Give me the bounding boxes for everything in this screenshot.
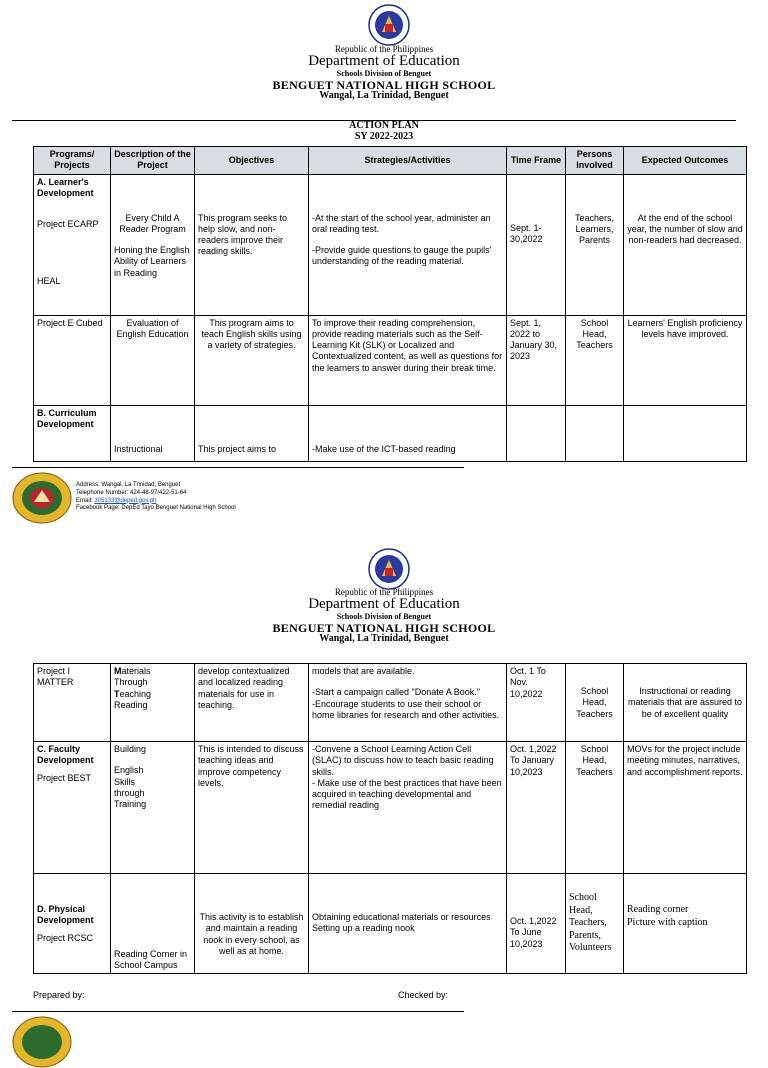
prepared-by-label: Prepared by: bbox=[33, 990, 85, 1000]
strategy-text: Obtaining educational materials or resources bbox=[312, 912, 491, 922]
objective-text: This program seeks to help slow, and non-readers improve their reading skills. bbox=[198, 212, 288, 257]
description-text: through bbox=[114, 787, 145, 798]
area-label: C. Faculty Development bbox=[37, 744, 94, 766]
table-row bbox=[34, 874, 747, 974]
republic-line: Republic of the Philippines bbox=[334, 587, 434, 597]
strategies-cell: To improve their reading comprehension, provide reading materials such as the Self-Learning Kit (SLK) or Localized and Contextualized content, as well as questions for the learners to answer during their break time. bbox=[309, 315, 507, 405]
strategy-text: -Encourage students to use their school or home libraries for research and other activities. bbox=[312, 698, 500, 720]
plan-title: ACTION PLAN bbox=[349, 120, 419, 131]
persons-text: School Head, Teachers bbox=[576, 686, 613, 719]
description-cell: Reading Corner in School Campus bbox=[111, 874, 195, 974]
description-text: Every Child A Reader Program bbox=[119, 212, 186, 234]
description-word bbox=[114, 700, 191, 711]
word-rest: Through bbox=[114, 677, 148, 688]
word-rest: Reading bbox=[114, 699, 148, 710]
strategy-text: - Make use of the best practices that have been acquired in teaching developmental and remedial reading bbox=[312, 777, 502, 811]
school-location: Wangal, La Trinidad, Benguet bbox=[319, 90, 449, 102]
col-header-time-frame: Time Frame bbox=[507, 147, 566, 175]
col-header-programs: Programs/ Projects bbox=[34, 147, 111, 175]
objectives-cell: develop contextualized and localized reading materials for use in teaching. bbox=[195, 664, 309, 742]
project-name: Project ECARP bbox=[37, 219, 99, 229]
deped-seal-icon bbox=[368, 4, 410, 46]
time-frame-cell bbox=[507, 874, 566, 974]
outcomes-cell bbox=[624, 874, 747, 974]
email-link[interactable]: 305133@deped.gov.ph bbox=[94, 497, 157, 504]
objective-text: This project aims to bbox=[198, 443, 277, 454]
footer-divider bbox=[12, 467, 464, 468]
outcomes-cell: MOVs for the project include meeting minutes, narratives, and accomplishment reports. bbox=[624, 742, 747, 874]
description-cell: Evaluation of English Education bbox=[111, 315, 195, 405]
footer-email-label: Email: bbox=[76, 497, 95, 504]
outcome-text: Picture with caption bbox=[627, 916, 708, 928]
checked-by-label: Checked by: bbox=[398, 990, 449, 1000]
time-frame-text: Oct. 1,2022 To June 10,2023 bbox=[510, 916, 557, 949]
persons-text: Teachers, Learners, Parents bbox=[574, 212, 615, 245]
outcome-text: At the end of the school year, the number of slow and non-readers had decreased. bbox=[627, 212, 743, 245]
plan-heading bbox=[0, 121, 768, 142]
objectives-cell: This is intended to discuss teaching ideas and improve competency levels. bbox=[195, 742, 309, 874]
description-text: Building bbox=[114, 744, 147, 754]
strategies-cell bbox=[309, 405, 507, 461]
deped-seal-icon bbox=[368, 548, 410, 590]
department-title: Department of Education bbox=[308, 596, 460, 613]
action-plan-table-page2 bbox=[33, 663, 747, 974]
table-row bbox=[34, 664, 747, 742]
department-title: Department of Education bbox=[308, 53, 460, 70]
persons-cell bbox=[566, 874, 624, 974]
persons-text: School Head, Teachers, Parents, Volunteers bbox=[569, 892, 612, 953]
outcome-text: Instructional or reading materials that are assured to be of excellent quality bbox=[627, 686, 743, 719]
programs-cell: Project E Cubed bbox=[34, 315, 111, 405]
objectives-cell bbox=[195, 405, 309, 461]
description-word bbox=[114, 689, 191, 700]
col-header-persons: Persons Involved bbox=[566, 147, 624, 175]
footer-phone: Telephone Number: 424-48-97/422-51-64 bbox=[76, 489, 187, 496]
col-header-description: Description of the Project bbox=[111, 147, 195, 175]
col-header-outcomes: Expected Outcomes bbox=[624, 147, 747, 175]
description-cell bbox=[111, 174, 195, 315]
initial-letter: M bbox=[114, 666, 122, 676]
table-row bbox=[34, 315, 747, 405]
description-text: English bbox=[114, 765, 144, 776]
table-row bbox=[34, 405, 747, 461]
footer-divider bbox=[12, 1011, 464, 1012]
strategies-cell bbox=[309, 174, 507, 315]
persons-cell: School Head, Teachers bbox=[566, 742, 624, 874]
programs-cell bbox=[34, 405, 111, 461]
objective-text: This activity is to establish and maintain a reading nook in every school, as well as at home. bbox=[199, 912, 304, 956]
strategy-text: models that are available. bbox=[312, 666, 415, 676]
strategies-cell bbox=[309, 874, 507, 974]
table-header-row bbox=[34, 147, 747, 175]
programs-cell bbox=[34, 874, 111, 974]
area-label: B. Curriculum Development bbox=[37, 407, 97, 429]
plan-year: SY 2022-2023 bbox=[354, 130, 414, 142]
strategies-cell bbox=[309, 664, 507, 742]
programs-cell: Project I MATTER bbox=[34, 664, 111, 742]
area-label: A. Learner's Development bbox=[37, 176, 94, 198]
table-row bbox=[34, 742, 747, 874]
footer-address: Address: Wangal, La Trinidad, Benguet bbox=[76, 482, 181, 488]
project-name: Project BEST bbox=[37, 772, 92, 783]
strategy-text: -Start a campaign called "Donate A Book." bbox=[312, 687, 480, 698]
persons-cell bbox=[566, 664, 624, 742]
persons-cell bbox=[566, 174, 624, 315]
outcomes-cell bbox=[624, 664, 747, 742]
outcomes-cell: Learners' English proficiency levels have improved. bbox=[624, 315, 747, 405]
school-location: Wangal, La Trinidad, Benguet bbox=[319, 633, 449, 645]
school-logo-icon bbox=[12, 472, 72, 524]
school-name: BENGUET NATIONAL HIGH SCHOOL bbox=[272, 620, 496, 635]
word-rest: aterials bbox=[121, 666, 151, 676]
col-header-objectives: Objectives bbox=[195, 147, 309, 175]
footer-facebook: Facebook Page: DepEd Tayo Benguet National High School bbox=[76, 505, 236, 512]
persons-cell bbox=[566, 405, 624, 461]
time-frame-cell: Oct. 1 To Nov. 10,2022 bbox=[507, 664, 566, 742]
division-line: Schools Division of Benguet bbox=[336, 612, 432, 622]
strategy-text: -At the start of the school year, administer an oral reading test. bbox=[312, 212, 491, 234]
strategy-text: -Make use of the ICT-based reading bbox=[312, 443, 456, 454]
persons-cell: School Head, Teachers bbox=[566, 315, 624, 405]
footer-contact bbox=[76, 482, 236, 513]
action-plan-table-page1 bbox=[33, 146, 747, 462]
objectives-cell: This program aims to teach English skills using a variety of strategies. bbox=[195, 315, 309, 405]
description-text: Honing the English Ability of Learners in Reading bbox=[114, 245, 190, 278]
republic-line: Republic of the Philippines bbox=[334, 44, 434, 54]
time-frame-cell: Sept. 1, 2022 to January 30, 2023 bbox=[507, 315, 566, 405]
initial-letter: T bbox=[114, 688, 120, 699]
page1-letterhead bbox=[0, 45, 768, 102]
objectives-cell bbox=[195, 874, 309, 974]
description-cell bbox=[111, 664, 195, 742]
page2-letterhead bbox=[0, 588, 768, 645]
description-word bbox=[114, 677, 191, 688]
programs-cell bbox=[34, 174, 111, 315]
col-header-strategies: Strategies/Activities bbox=[309, 147, 507, 175]
description-text: Instructional bbox=[114, 443, 163, 454]
project-name: Project RCSC bbox=[37, 932, 94, 943]
time-frame-cell bbox=[507, 174, 566, 315]
programs-cell bbox=[34, 742, 111, 874]
school-name: BENGUET NATIONAL HIGH SCHOOL bbox=[272, 77, 496, 92]
description-cell bbox=[111, 405, 195, 461]
division-line: Schools Division of Benguet bbox=[336, 69, 432, 79]
strategy-text: -Convene a School Learning Action Cell (SLAC) to discuss how to teach basic reading skills. bbox=[312, 744, 494, 777]
description-cell bbox=[111, 742, 195, 874]
objectives-cell bbox=[195, 174, 309, 315]
description-text: Training bbox=[114, 799, 147, 809]
outcome-text: Reading corner bbox=[627, 904, 689, 915]
footer-email bbox=[76, 498, 236, 506]
project-name: HEAL bbox=[37, 276, 61, 287]
outcomes-cell bbox=[624, 174, 747, 315]
strategy-text: -Provide guide questions to gauge the pupils' understanding of the reading material. bbox=[312, 245, 492, 267]
outcomes-cell bbox=[624, 405, 747, 461]
description-word bbox=[114, 666, 191, 677]
strategies-cell bbox=[309, 742, 507, 874]
strategy-text: Setting up a reading nook bbox=[312, 923, 415, 934]
description-text: Skills bbox=[114, 776, 136, 787]
area-label: D. Physical Development bbox=[37, 904, 94, 926]
table-row bbox=[34, 174, 747, 315]
time-frame-cell bbox=[507, 405, 566, 461]
word-rest: eaching bbox=[119, 688, 152, 699]
time-frame-text: Sept. 1-30,2022 bbox=[510, 222, 543, 244]
time-frame-cell: Oct. 1,2022 To January 10,2023 bbox=[507, 742, 566, 874]
